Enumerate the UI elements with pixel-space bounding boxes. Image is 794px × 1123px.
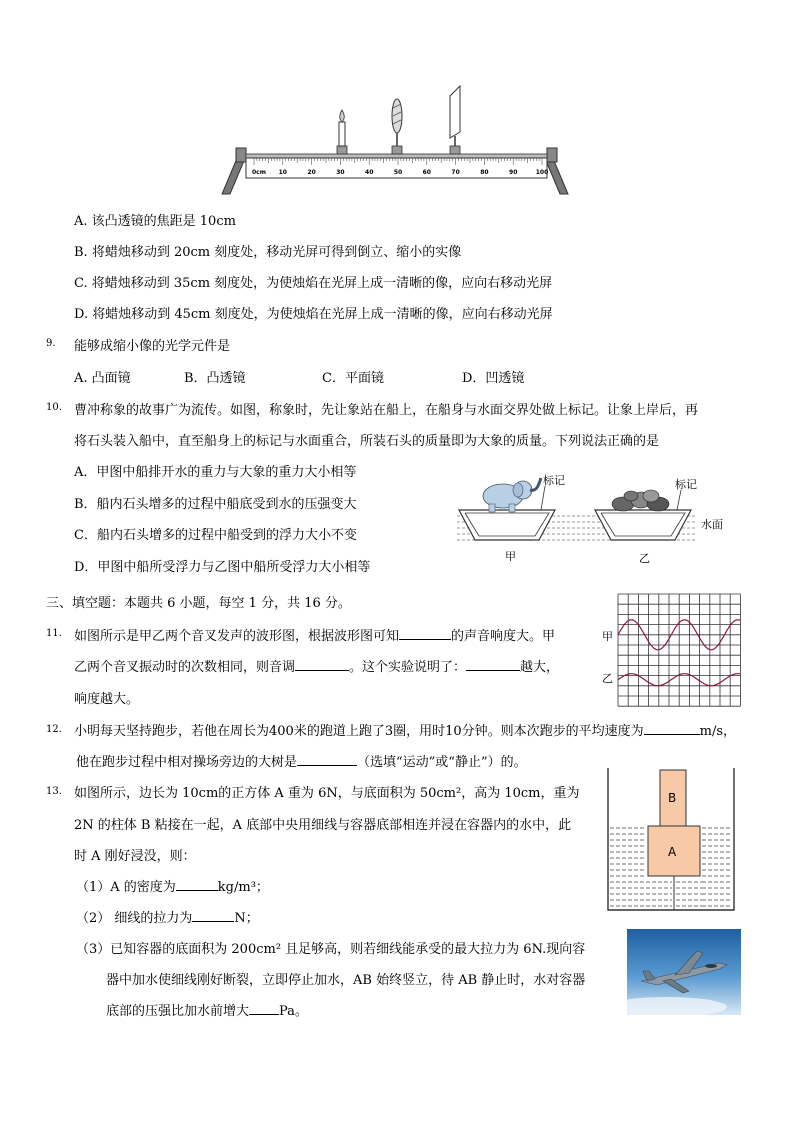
q13-part1-a: （1）A 的密度为	[76, 880, 176, 895]
q8-option-a: A. 该凸透镜的焦距是 10cm	[74, 214, 236, 229]
q9-option-a: A. 凸面镜	[74, 371, 131, 386]
q12-number: 12.	[46, 724, 62, 735]
q10-option-a: A．甲图中船排开水的重力与大象的重力大小相等	[74, 465, 357, 480]
q11-line2-a: 乙两个音叉振动时的次数相同，则音调	[74, 660, 296, 675]
q9-option-b: B．凸透镜	[184, 371, 246, 386]
q10-number: 10.	[46, 402, 62, 413]
q12-line2	[76, 751, 527, 770]
q13-part1-b: kg/m³；	[217, 880, 269, 895]
mark-label-2: 标记	[675, 478, 697, 491]
wave-label-jia: 甲	[602, 630, 613, 643]
block-b-label: B	[668, 791, 677, 805]
q8-option-d: D. 将蜡烛移动到 45cm 刻度处，为使烛焰在光屏上成一清晰的像，应向右移动光屏	[74, 307, 553, 322]
q11-line2	[74, 656, 559, 675]
fig-label-yi: 乙	[639, 552, 650, 565]
q9-option-d: D．凹透镜	[462, 371, 525, 386]
stones-icon	[612, 490, 669, 511]
q11-line3: 响度越大。	[74, 692, 140, 707]
q12-blank-2[interactable]	[297, 752, 357, 766]
q10-stem-line2: 将石头装入船中，直至船身上的标记与水面重合，所装石头的质量即为大象的质量。下列说法正确的是	[74, 434, 660, 449]
q11-blank-1[interactable]	[399, 626, 451, 640]
q8-option-c: C. 将蜡烛移动到 35cm 刻度处，为使烛焰在光屏上成一清晰的像，应向右移动光屏	[74, 276, 553, 291]
q9-stem: 能够成缩小像的光学元件是	[74, 339, 231, 354]
q13-part1	[76, 876, 269, 895]
q12-line2-b: （选填“运动”或“静止”）的。	[357, 755, 527, 770]
q12-line1	[74, 720, 736, 739]
ruler-label: 70	[451, 169, 460, 176]
wave-label-yi: 乙	[602, 672, 613, 685]
q13-blank-1[interactable]	[176, 877, 218, 891]
q10-stem-line1: 曹冲称象的故事广为流传。如图，称象时，先让象站在船上，在船身与水面交界处做上标记。让象上岸后，再	[74, 403, 699, 418]
q9-number: 9.	[46, 338, 56, 349]
q9-option-c: C．平面镜	[322, 371, 384, 386]
q11-line2-b: 。这个实验说明了：	[349, 660, 467, 675]
ruler-label: 80	[480, 169, 489, 176]
q13-line2: 2N 的柱体 B 粘接在一起，A 底部中央用细线与容器底部相连并浸在容器内的水中，此	[74, 818, 572, 833]
ruler-label: 30	[336, 169, 345, 176]
ruler-label: 90	[509, 169, 518, 176]
optical-bench-figure	[218, 82, 570, 198]
q13-part3-line3-a: 底部的压强比加水前增大	[106, 1004, 250, 1019]
ruler-label: 20	[307, 169, 316, 176]
q13-part2-a: （2） 细线的拉力为	[76, 911, 193, 926]
q10-option-c: C．船内石头增多的过程中船受到的浮力大小不变	[74, 528, 357, 543]
q13-line1: 如图所示，边长为 10cm的正方体 A 重为 6N，与底面积为 50cm²，高为 10cm，重为	[74, 786, 580, 801]
water-surface-label: 水面	[701, 518, 723, 531]
q8-option-b: B. 将蜡烛移动到 20cm 刻度处，移动光屏可得到倒立、缩小的实像	[74, 245, 462, 260]
boats-figure	[455, 466, 750, 570]
q11-line1-b: 的声音响度大。甲	[451, 629, 556, 644]
q13-part3-line2: 器中加水使细线刚好断裂，立即停止加水，AB 始终竖立，待 AB 静止时，水对容器	[106, 973, 586, 988]
ruler-label: 100	[535, 169, 549, 176]
ruler-label: 60	[422, 169, 431, 176]
q12-line2-a: 他在跑步过程中相对操场旁边的大树是	[76, 755, 298, 770]
q12-line1-a: 小明每天坚持跑步，若他在周长为400米的跑道上跑了3圈，用时10分钟。则本次跑步的平均速度为	[74, 724, 644, 739]
elephant-icon	[483, 478, 541, 512]
q13-line3: 时 A 刚好浸没，则：	[74, 849, 196, 864]
q11-blank-2[interactable]	[295, 657, 349, 671]
q13-part2-b: N；	[234, 911, 259, 926]
q11-number: 11.	[46, 628, 62, 639]
q13-number: 13.	[46, 786, 62, 797]
q13-blank-3[interactable]	[249, 1001, 279, 1015]
cube-a-label: A	[668, 845, 677, 859]
q13-part3-line3	[106, 1000, 308, 1019]
q13-part3-line1: （3）已知容器的底面积为 200cm² 且足够高，则若细线能承受的最大拉力为 6N.现向容	[76, 942, 586, 957]
fig-label-jia: 甲	[505, 550, 516, 563]
q11-line2-c: 越大，	[520, 660, 560, 675]
q13-part2	[76, 907, 259, 926]
q12-line1-b: m/s，	[699, 724, 737, 739]
q11-blank-3[interactable]	[466, 657, 520, 671]
container-figure	[604, 768, 738, 914]
ruler-label: 0cm	[252, 169, 266, 176]
q13-part3-line3-b: Pa。	[279, 1004, 308, 1019]
mark-label-1: 标记	[543, 474, 565, 487]
q11-line1-a: 如图所示是甲乙两个音叉发声的波形图，根据波形图可知	[74, 629, 400, 644]
q10-option-d: D．甲图中船所受浮力与乙图中船所受浮力大小相等	[74, 560, 371, 575]
q10-option-b: B．船内石头增多的过程中船底受到水的压强变大	[74, 497, 357, 512]
section-heading: 三、填空题：本题共 6 小题，每空 1 分，共 16 分。	[46, 596, 351, 611]
fighter-jet-photo	[627, 929, 741, 1015]
ruler-label: 40	[365, 169, 374, 176]
q11-line1	[74, 625, 555, 644]
ruler-label: 50	[393, 169, 403, 176]
ruler-label: 10	[278, 169, 287, 176]
waveform-figure	[596, 590, 744, 714]
q12-blank-1[interactable]	[644, 721, 700, 735]
q13-blank-2[interactable]	[192, 908, 234, 922]
